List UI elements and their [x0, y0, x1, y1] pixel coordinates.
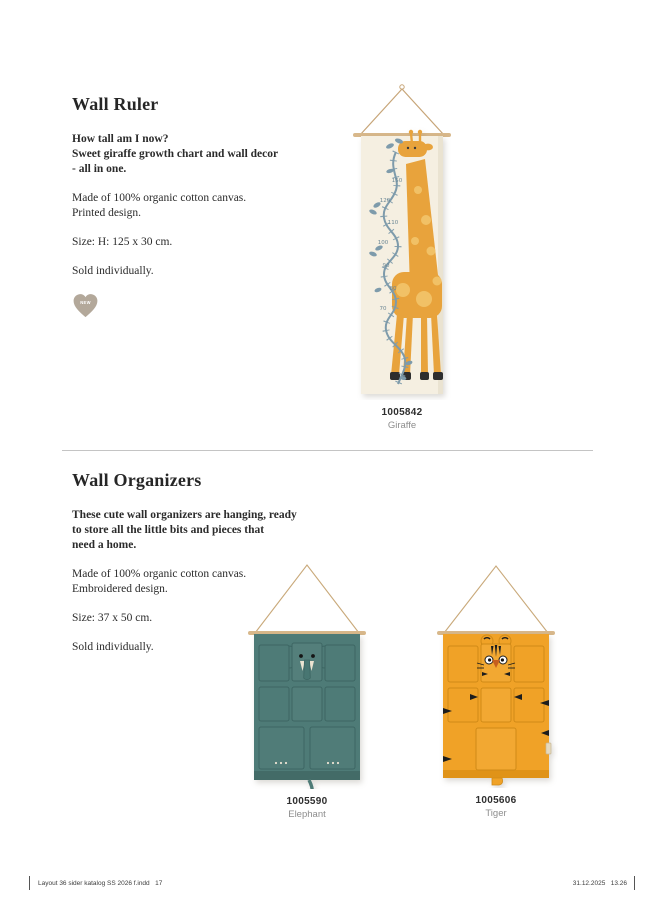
giraffe-growth-chart-image	[340, 78, 464, 400]
wall-organizers-intro-line: These cute wall organizers are hanging, ready	[72, 509, 297, 521]
product-name: Elephant	[288, 809, 326, 820]
elephant-caption	[245, 796, 369, 820]
wall-ruler-intro-line: How tall am I now?	[72, 133, 169, 145]
svg-text:100: 100	[377, 240, 389, 246]
new-heart-badge-icon	[72, 293, 99, 319]
svg-text:90: 90	[382, 263, 390, 269]
svg-text:110: 110	[387, 220, 399, 226]
new-badge-label: NEW	[80, 300, 91, 306]
wall-organizers-intro-line: to store all the little bits and pieces that	[72, 524, 265, 536]
tiger-caption	[434, 795, 558, 819]
tiger-organizer-figure	[434, 560, 558, 819]
footer-file-info: Layout 36 sider katalog SS 2026 f.indd 17	[38, 880, 163, 887]
wall-organizers-availability: Sold individually.	[72, 641, 154, 653]
wall-organizers-material-line: Made of 100% organic cotton canvas.	[72, 568, 247, 580]
wall-organizers-intro-line: need a home.	[72, 539, 137, 551]
svg-text:80: 80	[389, 286, 397, 292]
wall-ruler-availability: Sold individually.	[72, 265, 154, 277]
hang-tag	[546, 743, 551, 754]
wall-ruler-size: Size: H: 125 x 30 cm.	[72, 236, 173, 248]
product-sku: 1005590	[286, 796, 328, 807]
wall-ruler-material-line: Made of 100% organic cotton canvas.	[72, 192, 247, 204]
giraffe-caption	[340, 407, 464, 431]
left-crop-mark	[29, 876, 30, 890]
svg-text:150: 150	[391, 178, 403, 184]
tiger-organizer-image	[434, 560, 558, 788]
right-crop-mark	[634, 876, 635, 890]
elephant-organizer-image	[245, 557, 369, 789]
wall-ruler-section-text	[72, 94, 322, 319]
elephant-organizer-figure	[245, 557, 369, 820]
product-name: Tiger	[485, 808, 507, 819]
wall-ruler-intro-line: - all in one.	[72, 163, 127, 175]
wall-ruler-title: Wall Ruler	[72, 94, 159, 114]
product-sku: 1005606	[475, 795, 517, 806]
product-name: Giraffe	[387, 420, 417, 431]
wall-organizers-size: Size: 37 x 50 cm.	[72, 612, 153, 624]
product-sku: 1005842	[381, 407, 423, 418]
wall-organizers-material-line: Embroidered design.	[72, 583, 168, 595]
wall-organizers-title: Wall Organizers	[72, 470, 202, 490]
svg-text:70: 70	[379, 306, 387, 312]
giraffe-growth-chart-figure	[340, 78, 464, 431]
svg-text:120: 120	[379, 198, 391, 204]
section-divider	[62, 450, 593, 451]
footer-timestamp: 31.12.2025 13.26	[572, 880, 627, 887]
wall-ruler-intro-line: Sweet giraffe growth chart and wall decor	[72, 148, 279, 160]
wall-ruler-material-line: Printed design.	[72, 207, 141, 219]
